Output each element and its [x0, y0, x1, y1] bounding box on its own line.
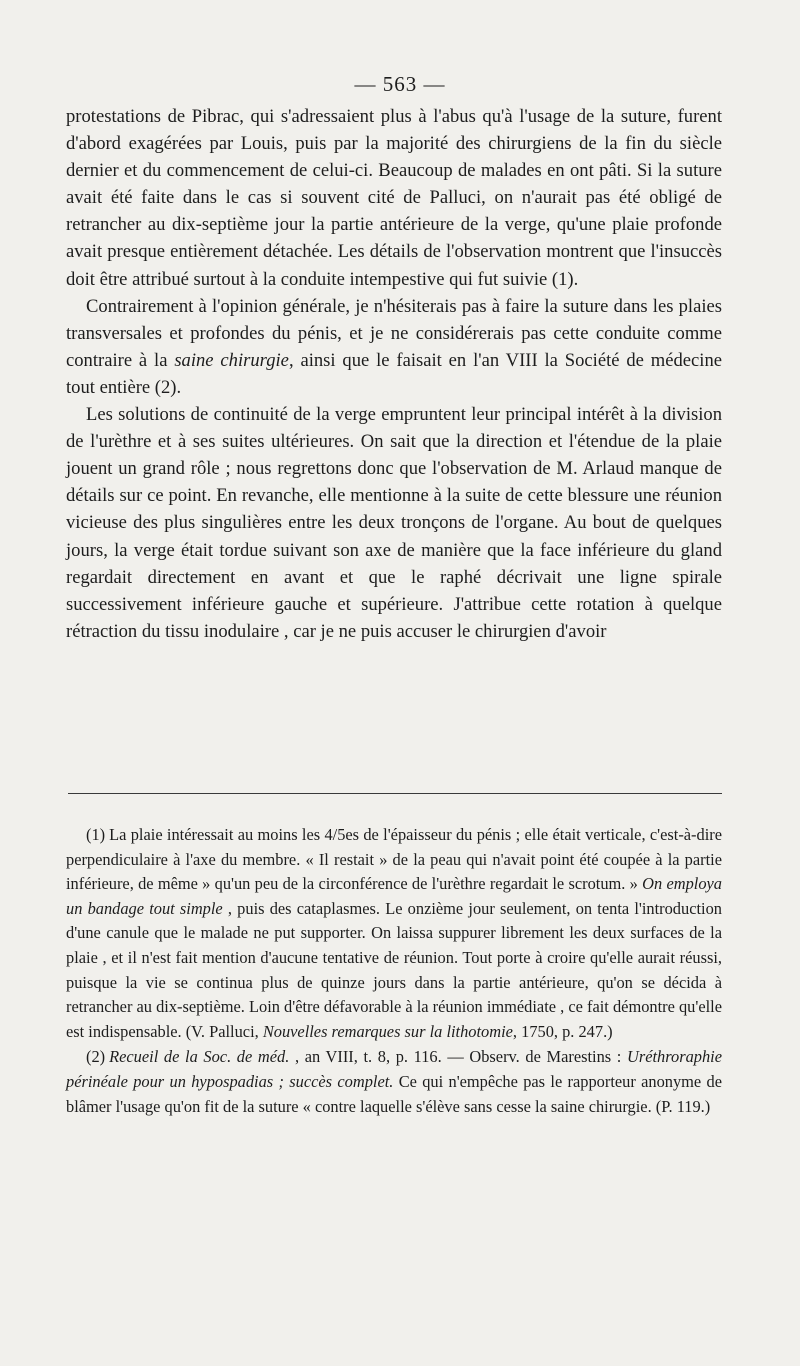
- page-number: — 563 —: [354, 72, 446, 96]
- footnote-2-mark: (2): [86, 1047, 106, 1067]
- paragraph-3: Les solutions de continuité de la verge empruntent leur principal intérêt à la division de l'urèthre et à ses suites ultérieures. On sait que la direction et l'étendue de la plaie jouent un grand rôle ; nous regrettons donc que l'observation de M. Arlaud manque de détails sur ce point. En revanche, elle mentionne à la suite de cette blessure une réunion vicieuse des plus singulières entre les deux tronçons de l'organe. Au bout de quelques jours, la verge était tordue suivant son axe de manière que la face inférieure du gland regardait directement en avant et que le raphé décrivait une ligne spirale successivement inférieure gauche et supérieure. J'attribue cette rotation à quelque rétraction du tissu inodulaire , car je ne puis accuser le chirurgien d'avoir: [66, 404, 722, 642]
- footnote-1-text-a: La plaie intéressait au moins les 4/5es de l'épaisseur du pénis ; elle était verticale, c'est-à-dire perpendiculaire à l'axe du membre. « Il restait » de la peau qui n'avait point été coupée à la partie inférieure, de même » qu'un peu de la circonférence de l'urèthre regardait le scrotum. »: [66, 825, 722, 894]
- paragraph-2-text-a: Contrairement à l'opinion générale, je n'hésiterais pas à faire la suture dans les plaies transversales et profondes du pénis, et je ne considérerais pas cette conduite comme contraire à la: [66, 295, 722, 371]
- footnote-1-text-b: , puis des cataplasmes. Le onzième jour seulement, on tenta l'introduction d'une canule que le malade ne put supporter. On laissa suppurer librement les deux surfaces de la plaie , et il n'est fait mention d'aucune tentative de réunion. Tout porte à croire qu'elle aurait réussi, puisque la vie se continua plus de quinze jours dans la partie antérieure, qu'on se décida à retrancher au dix-septième. Loin d'être défavorable à la réunion immédiate , ce fait démontre qu'elle est indispensable. (V. Palluci,: [66, 898, 722, 1041]
- footnote-1-italic-a: On employa un bandage tout simple: [66, 874, 722, 918]
- paragraph-2: [66, 293, 722, 401]
- footnote-2-text-a: , an VIII, t. 8, p. 116. — Observ. de Marestins :: [289, 1047, 627, 1067]
- footnote-2-italic-a: Recueil de la Soc. de méd.: [109, 1047, 290, 1067]
- paragraph-1: protestations de Pibrac, qui s'adressaient plus à l'abus qu'à l'usage de la suture, furent d'abord exagérées par Louis, puis par la majorité des chirurgiens de la fin du siècle dernier et du commencement de celui-ci. Beaucoup de malades en ont pâti. Si la suture avait été faite dans le cas si souvent cité de Palluci, on n'aurait pas été obligé de retrancher au dix-septième jour la partie antérieure de la verge, qu'une plaie profonde avait presque entièrement détachée. Les détails de l'observation montrent que l'insuccès doit être attribué surtout à la conduite intempestive qui fut suivie (1).: [66, 106, 722, 290]
- paragraph-2-italic: saine chirurgie: [174, 349, 289, 371]
- footnote-2-text-b: Ce qui n'empêche pas le rapporteur anonyme de blâmer l'usage qu'on fit de la suture « contre laquelle s'élève sans cesse la saine chirurgie. (P. 119.): [66, 1071, 722, 1116]
- footnotes: [66, 823, 722, 1120]
- footnote-divider: [68, 793, 722, 794]
- footnote-1-mark: (1): [86, 825, 106, 844]
- footnote-1: [66, 823, 722, 1044]
- footnote-1-text-c: , 1750, p. 247.): [512, 1021, 613, 1041]
- paragraph-2-text-b: , ainsi que le faisait en l'an VIII la Société de médecine tout entière (2).: [66, 349, 723, 398]
- footnote-2: [66, 1045, 722, 1119]
- footnote-1-italic-b: Nouvelles remarques sur la lithotomie: [262, 1021, 513, 1041]
- main-text: [66, 103, 722, 645]
- footnote-2-italic-b: Uréthroraphie périnéale pour un hypospadias ; succès complet.: [66, 1047, 722, 1091]
